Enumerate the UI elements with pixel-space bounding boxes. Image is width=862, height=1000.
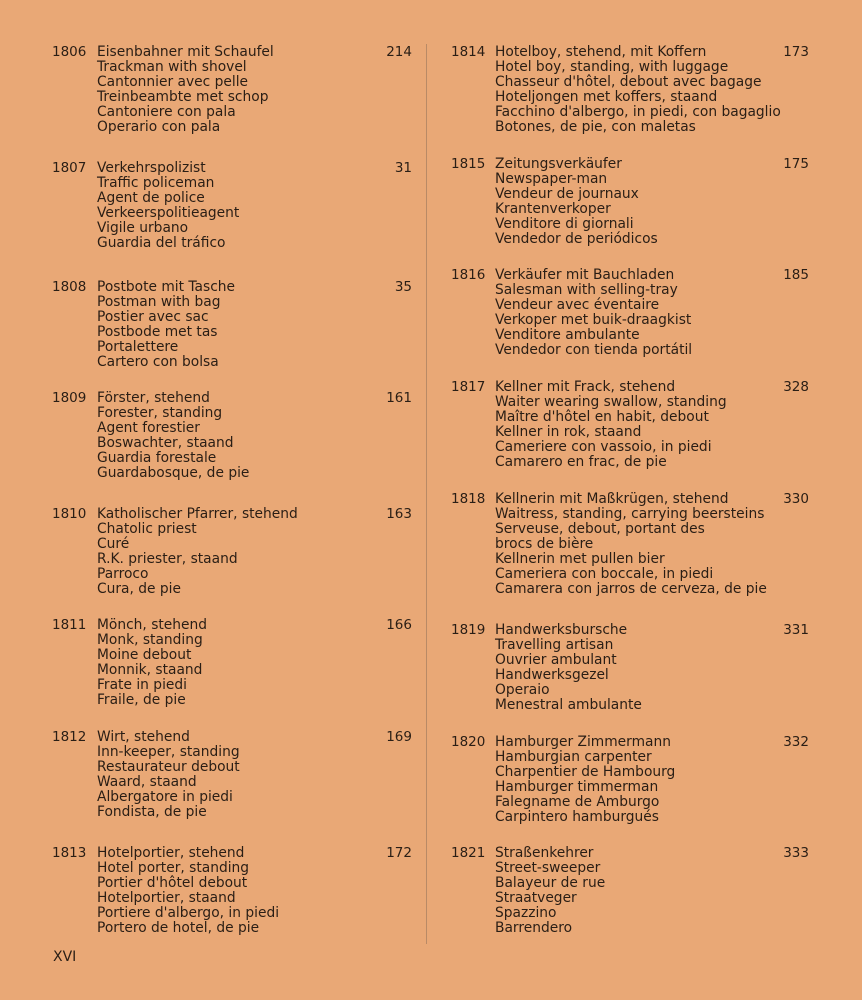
entry-page-ref: 166 <box>386 617 412 633</box>
entry-translation: Postbode met tas <box>97 324 218 340</box>
entry-title: Straßenkehrer <box>495 845 594 861</box>
entry-translation: Kellnerin met pullen bier <box>495 551 665 567</box>
entry-translation: Cameriere con vassoio, in piedi <box>495 439 712 455</box>
entry-page-ref: 175 <box>783 156 809 172</box>
entry-translations <box>495 846 779 936</box>
entry-translations <box>97 618 382 708</box>
entry-translation: Venditore ambulante <box>495 327 640 343</box>
entry-translation: Waitress, standing, carrying beersteins <box>495 506 765 522</box>
entry-number: 1812 <box>52 729 87 745</box>
entry-translation: Travelling artisan <box>495 637 614 653</box>
entry-number: 1815 <box>451 156 486 172</box>
entry-page-ref: 185 <box>783 267 809 283</box>
entry-translation: Camarero en frac, de pie <box>495 454 667 470</box>
entry-title: Hamburger Zimmermann <box>495 734 671 750</box>
page-number: XVI <box>53 949 77 965</box>
entry-number: 1813 <box>52 845 87 861</box>
entry-translations <box>495 380 779 470</box>
entry-number: 1821 <box>451 845 486 861</box>
entry-page-ref: 163 <box>386 506 412 522</box>
entry-translation: Guardia del tráfico <box>97 235 226 251</box>
entry-translation: Waard, staand <box>97 774 197 790</box>
entry-page-ref: 173 <box>783 44 809 60</box>
entry-translation: Forester, standing <box>97 405 223 421</box>
entry-translations <box>495 492 779 597</box>
entry-number: 1809 <box>52 390 87 406</box>
entry-translation: Cantonnier avec pelle <box>97 74 249 90</box>
entry-title: Wirt, stehend <box>97 729 190 745</box>
entry-translation: Cartero con bolsa <box>97 354 219 370</box>
entry-translations <box>495 45 779 135</box>
entry-translation: Trackman with shovel <box>97 59 247 75</box>
entry-translation: Falegname de Amburgo <box>495 794 660 810</box>
entry-translations <box>97 507 382 597</box>
entry-translation: Serveuse, debout, portant des <box>495 521 705 537</box>
entry-translation: Straatveger <box>495 890 577 906</box>
entry-translations <box>97 45 382 135</box>
entry-translation: Monnik, staand <box>97 662 203 678</box>
entry-translation: Vendedor de periódicos <box>495 231 658 247</box>
entry-translations <box>97 846 382 936</box>
entry-translation: Monk, standing <box>97 632 203 648</box>
entry-number: 1818 <box>451 491 486 507</box>
entry-translation: Restaurateur debout <box>97 759 240 775</box>
entry-page-ref: 333 <box>783 845 809 861</box>
entry-translation: Hoteljongen met koffers, staand <box>495 89 718 105</box>
entry-translation: Krantenverkoper <box>495 201 611 217</box>
entry-number: 1811 <box>52 617 87 633</box>
entry-translation: Waiter wearing swallow, standing <box>495 394 727 410</box>
entry-translation: Inn-keeper, standing <box>97 744 240 760</box>
entry-translation: brocs de bière <box>495 536 594 552</box>
entry-translation: Spazzino <box>495 905 557 921</box>
entry-page-ref: 161 <box>386 390 412 406</box>
entry-translation: Moine debout <box>97 647 192 663</box>
entry-translation: Camarera con jarros de cerveza, de pie <box>495 581 767 597</box>
entry-translation: Cantoniere con pala <box>97 104 236 120</box>
entry-title: Katholischer Pfarrer, stehend <box>97 506 298 522</box>
entry-title: Verkehrspolizist <box>97 160 206 176</box>
entry-translation: Charpentier de Hambourg <box>495 764 676 780</box>
entry-translation: Boswachter, staand <box>97 435 234 451</box>
entry-page-ref: 35 <box>394 279 412 295</box>
entry-translation: Hotel porter, standing <box>97 860 250 876</box>
entry-title: Hotelboy, stehend, mit Koffern <box>495 44 707 60</box>
entry-page-ref: 331 <box>783 622 809 638</box>
entry-translation: Fraile, de pie <box>97 692 186 708</box>
entry-translation: Facchino d'albergo, in piedi, con bagaglio <box>495 104 781 120</box>
entry-translation: Cura, de pie <box>97 581 181 597</box>
entry-title: Hotelportier, stehend <box>97 845 245 861</box>
entry-translation: Treinbeambte met schop <box>97 89 269 105</box>
entry-title: Handwerksbursche <box>495 622 628 638</box>
entry-number: 1816 <box>451 267 486 283</box>
entry-translation: Chasseur d'hôtel, debout avec bagage <box>495 74 762 90</box>
entry-translation: Hamburger timmerman <box>495 779 659 795</box>
entry-translation: Carpintero hamburgués <box>495 809 659 825</box>
entry-translation: Operario con pala <box>97 119 221 135</box>
entry-translation: Kellner in rok, staand <box>495 424 642 440</box>
entry-translation: Salesman with selling-tray <box>495 282 678 298</box>
entry-translation: Postman with bag <box>97 294 221 310</box>
entry-title: Mönch, stehend <box>97 617 208 633</box>
entry-translation: Guardia forestale <box>97 450 217 466</box>
entry-page-ref: 31 <box>394 160 412 176</box>
entry-title: Eisenbahner mit Schaufel <box>97 44 274 60</box>
entry-number: 1806 <box>52 44 87 60</box>
entry-title: Kellnerin mit Maßkrügen, stehend <box>495 491 729 507</box>
entry-page-ref: 169 <box>386 729 412 745</box>
entry-translation: Hamburgian carpenter <box>495 749 652 765</box>
entry-translation: Vendedor con tienda portátil <box>495 342 693 358</box>
entry-title: Verkäufer mit Bauchladen <box>495 267 675 283</box>
entry-translation: Agent forestier <box>97 420 200 436</box>
entry-translation: Agent de police <box>97 190 205 206</box>
entry-number: 1814 <box>451 44 486 60</box>
entry-translation: Fondista, de pie <box>97 804 207 820</box>
entry-number: 1819 <box>451 622 486 638</box>
entry-translation: Postier avec sac <box>97 309 209 325</box>
entry-translation: Operaio <box>495 682 550 698</box>
entry-page-ref: 214 <box>386 44 412 60</box>
entry-translation: Newspaper-man <box>495 171 608 187</box>
column-divider <box>426 44 427 944</box>
entry-translation: Chatolic priest <box>97 521 197 537</box>
entry-translation: Verkeerspolitieagent <box>97 205 240 221</box>
entry-translation: Vendeur avec éventaire <box>495 297 660 313</box>
entry-translation: Barrendero <box>495 920 573 936</box>
entry-translation: Balayeur de rue <box>495 875 606 891</box>
entry-translation: R.K. priester, staand <box>97 551 238 567</box>
entry-translations <box>495 735 779 825</box>
entry-translations <box>495 157 779 247</box>
entry-translation: Albergatore in piedi <box>97 789 233 805</box>
entry-translations <box>97 280 382 370</box>
entry-translation: Portero de hotel, de pie <box>97 920 260 936</box>
entry-translation: Hotelportier, staand <box>97 890 236 906</box>
entry-translations <box>97 391 382 481</box>
entry-translation: Portiere d'albergo, in piedi <box>97 905 280 921</box>
entry-translation: Venditore di giornali <box>495 216 634 232</box>
entry-translations <box>495 623 779 713</box>
entry-translation: Street-sweeper <box>495 860 601 876</box>
entry-translation: Portalettere <box>97 339 179 355</box>
entry-translation: Handwerksgezel <box>495 667 609 683</box>
entry-translations <box>495 268 779 358</box>
entry-translation: Cameriera con boccale, in piedi <box>495 566 714 582</box>
entry-title: Postbote mit Tasche <box>97 279 236 295</box>
entry-translation: Guardabosque, de pie <box>97 465 250 481</box>
entry-number: 1810 <box>52 506 87 522</box>
entry-translation: Traffic policeman <box>97 175 215 191</box>
entry-translation: Vendeur de journaux <box>495 186 639 202</box>
entry-page-ref: 330 <box>783 491 809 507</box>
entry-translation: Hotel boy, standing, with luggage <box>495 59 729 75</box>
entry-number: 1808 <box>52 279 87 295</box>
entry-translation: Menestral ambulante <box>495 697 642 713</box>
entry-translation: Ouvrier ambulant <box>495 652 617 668</box>
entry-page-ref: 328 <box>783 379 809 395</box>
entry-translation: Vigile urbano <box>97 220 189 236</box>
entry-number: 1817 <box>451 379 486 395</box>
entry-number: 1820 <box>451 734 486 750</box>
entry-translation: Frate in piedi <box>97 677 187 693</box>
entry-translation: Parroco <box>97 566 149 582</box>
entry-number: 1807 <box>52 160 87 176</box>
entry-title: Kellner mit Frack, stehend <box>495 379 676 395</box>
entry-title: Förster, stehend <box>97 390 210 406</box>
entry-translation: Maître d'hôtel en habit, debout <box>495 409 709 425</box>
entry-translation: Curé <box>97 536 130 552</box>
entry-translation: Verkoper met buik-draagkist <box>495 312 692 328</box>
entry-title: Zeitungsverkäufer <box>495 156 622 172</box>
entry-page-ref: 172 <box>386 845 412 861</box>
entry-translations <box>97 730 382 820</box>
entry-translation: Portier d'hôtel debout <box>97 875 248 891</box>
entry-translation: Botones, de pie, con maletas <box>495 119 696 135</box>
entry-page-ref: 332 <box>783 734 809 750</box>
entry-translations <box>97 161 382 251</box>
